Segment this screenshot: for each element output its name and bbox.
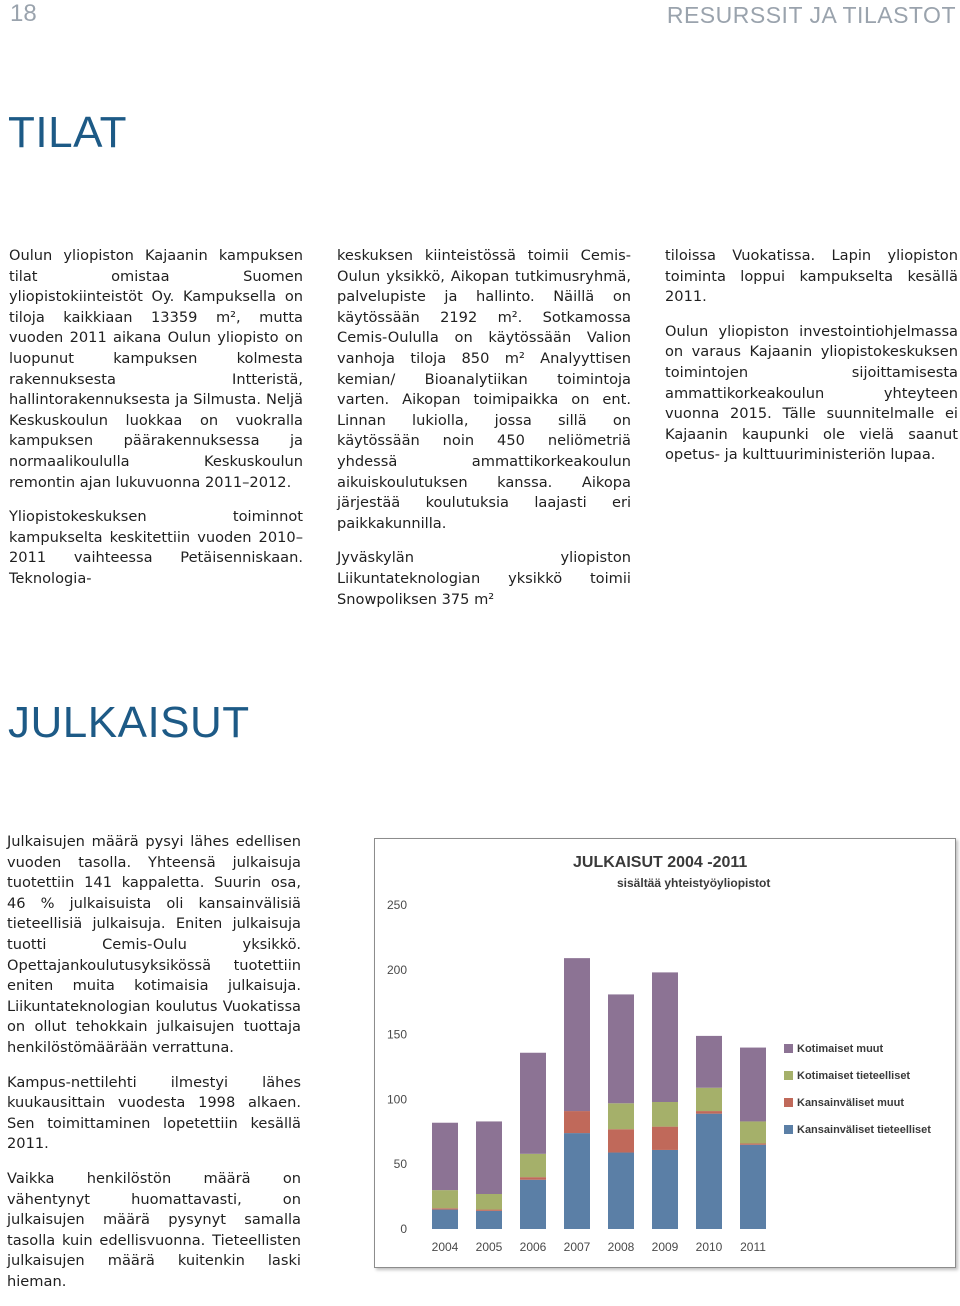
y-tick-label: 250 <box>386 898 407 912</box>
x-tick-label: 2011 <box>740 1240 766 1254</box>
x-tick-label: 2005 <box>475 1240 503 1254</box>
bar-segment <box>652 1127 678 1150</box>
tilat-heading: TILAT <box>8 108 128 157</box>
y-tick-label: 100 <box>386 1092 407 1107</box>
julkaisut-paragraph: Vaikka henkilöstön määrä on vähentynyt huomattavasti, on julkaisujen määrä pysynyt samalla tasolla kuin edellisvuonna. Tieteellisten julkaisujen määrä kuitenkin laski hieman. <box>7 1169 301 1290</box>
legend-swatch <box>784 1071 793 1080</box>
tilat-paragraph: keskuksen kiinteistössä toimii Cemis-Oulun yksikkö, Aikopan tutkimusryhmä, palvelupiste ja hallinto. Näillä on käytössään 2192 m². Sotkamossa Cemis-Oululla on käytössään Valion vanhoja tiloja 850 m² Analyyttisen kemian/ Bioanalytiikan toimintoja varten. Aikopan toimipaikka on ent. Linnan lukiolla, jossa sillä on käytössään noin 450 neliömetriä yhdessä ammattikorkeakoulun aikuiskoulutuksen kanssa. Aikopa järjestää koulutuksia laajasti eri paikkakunnilla. <box>337 247 631 532</box>
legend-swatch <box>784 1044 793 1053</box>
x-tick-label: 2008 <box>607 1240 635 1254</box>
bar-segment <box>696 1036 722 1088</box>
tilat-paragraph: Oulun yliopiston investointiohjelmassa on varaus Kajaanin yliopistokeskuksen toimintojen sijoittamisesta ammattikorkeakoulun yhteyteen vuonna 2015. Tälle suunnitelmalle ei Kajaanin kaupunki ole vielä saanut opetus- ja kulttuuriministeriön lupaa. <box>665 322 958 464</box>
bar-segment <box>740 1048 766 1122</box>
y-tick-label: 200 <box>386 962 407 977</box>
bar-segment <box>608 994 634 1103</box>
bar-segment <box>520 1053 546 1154</box>
y-tick-label: 50 <box>393 1157 407 1172</box>
bar-segment <box>696 1114 722 1229</box>
bar-segment <box>696 1088 722 1111</box>
x-tick-label: 2004 <box>431 1240 459 1254</box>
bar-segment <box>652 1150 678 1229</box>
chart-canvas <box>375 839 955 1267</box>
chart-title: JULKAISUT 2004 -2011 <box>573 854 748 871</box>
page-number: 18 <box>10 0 37 27</box>
y-tick-label: 150 <box>386 1027 407 1042</box>
tilat-column-3 <box>665 246 958 480</box>
bar-segment <box>476 1194 502 1210</box>
legend-label: Kansainväliset muut <box>797 1097 904 1109</box>
bar-segment <box>476 1210 502 1211</box>
legend-swatch <box>784 1098 793 1107</box>
tilat-column-1 <box>9 246 303 604</box>
bar-segment <box>520 1180 546 1229</box>
bar-segment <box>652 1102 678 1127</box>
bar-segment <box>432 1190 458 1208</box>
bar-segment <box>564 958 590 1111</box>
bar-segment <box>696 1111 722 1114</box>
x-tick-label: 2009 <box>651 1240 679 1254</box>
julkaisut-paragraph: Kampus-nettilehti ilmestyi lähes kuukausittain vuodesta 1998 alkaen. Sen toimittaminen lopetettiin kesällä 2011. <box>7 1073 301 1153</box>
bar-segment <box>476 1211 502 1229</box>
bar-segment <box>432 1123 458 1190</box>
bar-segment <box>564 1133 590 1229</box>
tilat-paragraph: Oulun yliopiston Kajaanin kampuksen tilat omistaa Suomen yliopistokiinteistöt Oy. Kampuksella on tiloja kaikkiaan 13359 m², mutta vuoden 2011 aikana Oulun yliopisto on luopunut kampuksen kolmesta rakennuksesta Intteristä, hallintorakennuksesta ja Silmusta. Neljä Keskuskoulun luokkaa on vuokralla kampuksen päärakennuksessa ja normaalikoululla Keskuskoulun remontin ajan lukuvuonna 2011–2012. <box>9 247 303 491</box>
julkaisut-paragraph: Julkaisujen määrä pysyi lähes edellisen vuoden tasolla. Yhteensä julkaisuja tuotettiin 141 kappaletta. Suurin osa, 46 % julkaisuista oli kansainvälisiä tieteellisiä julkaisuja. Eniten julkaisuja tuotti Cemis-Oulu yksikkö. Opettajankoulutusyksikössä tuotettiin eniten muita kotimaisia julkaisuja. Liikuntateknologian koulutus Vuokatissa on ollut tehokkain julkaisujen tuottaja henkilöstömäärään verrattuna. <box>7 833 301 1056</box>
x-tick-label: 2010 <box>695 1240 723 1254</box>
julkaisut-column <box>7 832 301 1306</box>
tilat-paragraph: Yliopistokeskuksen toiminnot kampukselta keskitettiin vuoden 2010–2011 vaihteessa Petäisenniskaan. Teknologia- <box>9 508 303 587</box>
bar-segment <box>520 1177 546 1180</box>
bar-segment <box>432 1210 458 1229</box>
bar-segment <box>608 1129 634 1152</box>
legend-label: Kotimaiset muut <box>797 1043 884 1055</box>
tilat-paragraph: Jyväskylän yliopiston Liikuntateknologian yksikkö toimii Snowpoliksen 375 m² <box>337 549 631 608</box>
chart-subtitle: sisältää yhteistyöyliopistot <box>617 876 771 890</box>
bar-segment <box>476 1121 502 1194</box>
bar-segment <box>740 1121 766 1143</box>
bar-segment <box>564 1111 590 1133</box>
bar-segment <box>652 972 678 1102</box>
bar-segment <box>740 1145 766 1229</box>
bar-segment <box>432 1208 458 1209</box>
legend-swatch <box>784 1125 793 1134</box>
legend-label: Kotimaiset tieteelliset <box>797 1070 911 1082</box>
x-tick-label: 2007 <box>563 1240 591 1254</box>
julkaisut-chart <box>374 838 956 1268</box>
tilat-column-2 <box>337 246 631 624</box>
tilat-paragraph: tiloissa Vuokatissa. Lapin yliopiston toiminta loppui kampukselta kesällä 2011. <box>665 247 958 306</box>
legend-label: Kansainväliset tieteelliset <box>797 1124 931 1136</box>
julkaisut-heading: JULKAISUT <box>8 698 250 747</box>
x-tick-label: 2006 <box>519 1240 547 1254</box>
y-tick-label: 0 <box>400 1222 407 1236</box>
bar-segment <box>608 1153 634 1229</box>
bar-segment <box>608 1103 634 1129</box>
running-header: RESURSSIT JA TILASTOT <box>666 2 956 28</box>
bar-segment <box>520 1154 546 1177</box>
bar-segment <box>740 1143 766 1144</box>
